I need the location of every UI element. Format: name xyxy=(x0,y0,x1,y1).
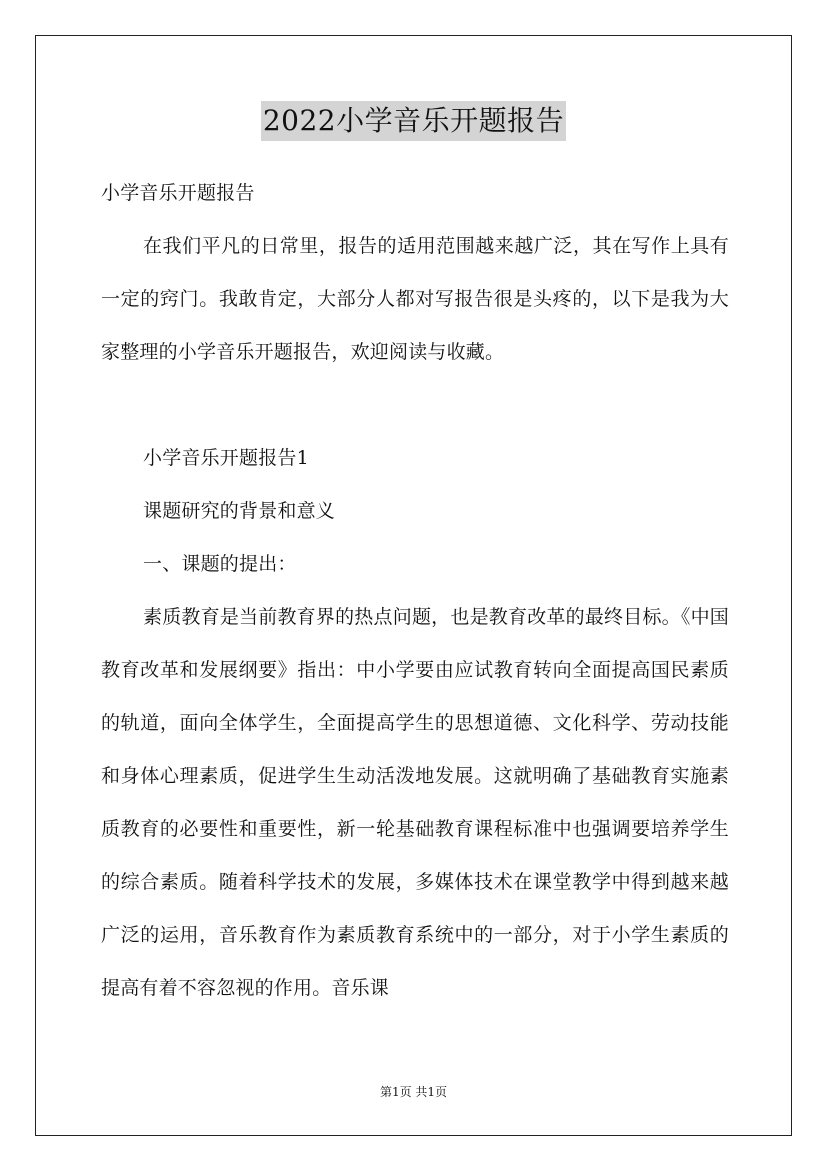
document-body xyxy=(101,167,729,1015)
section-heading: 小学音乐开题报告1 xyxy=(143,447,309,469)
document-title xyxy=(0,101,827,141)
body-paragraph: 素质教育是当前教育界的热点问题，也是教育改革的最终目标。《中国教育改革和发展纲要》指出：中小学要由应试教育转向全面提高国民素质的轨道，面向全体学生，全面提高学生的思想道德、文化科学、劳动技能和身体心理素质，促进学生生动活泼地发展。这就明确了基础教育实施素质教育的必要性和重要性，新一轮基础教育课程标准中也强调要培养学生的综合素质。随着科学技术的发展，多媒体技术在课堂教学中得到越来越广泛的运用，音乐教育作为素质教育系统中的一部分，对于小学生素质的提高有着不容忽视的作用。音乐课 xyxy=(101,606,729,999)
page-footer xyxy=(0,1082,827,1102)
title-text: 2022小学音乐开题报告 xyxy=(261,101,566,141)
part-heading: 一、课题的提出： xyxy=(143,553,297,575)
intro-paragraph: 在我们平凡的日常里，报告的适用范围越来越广泛，其在写作上具有一定的窍门。我敢肯定，大部分人都对写报告很是头疼的，以下是我为大家整理的小学音乐开题报告，欢迎阅读与收藏。 xyxy=(101,235,729,363)
background-heading: 课题研究的背景和意义 xyxy=(143,500,336,522)
page-number-label: 第1页 共1页 xyxy=(379,1085,448,1099)
subtitle: 小学音乐开题报告 xyxy=(101,182,255,204)
paragraph-gap xyxy=(101,379,729,432)
